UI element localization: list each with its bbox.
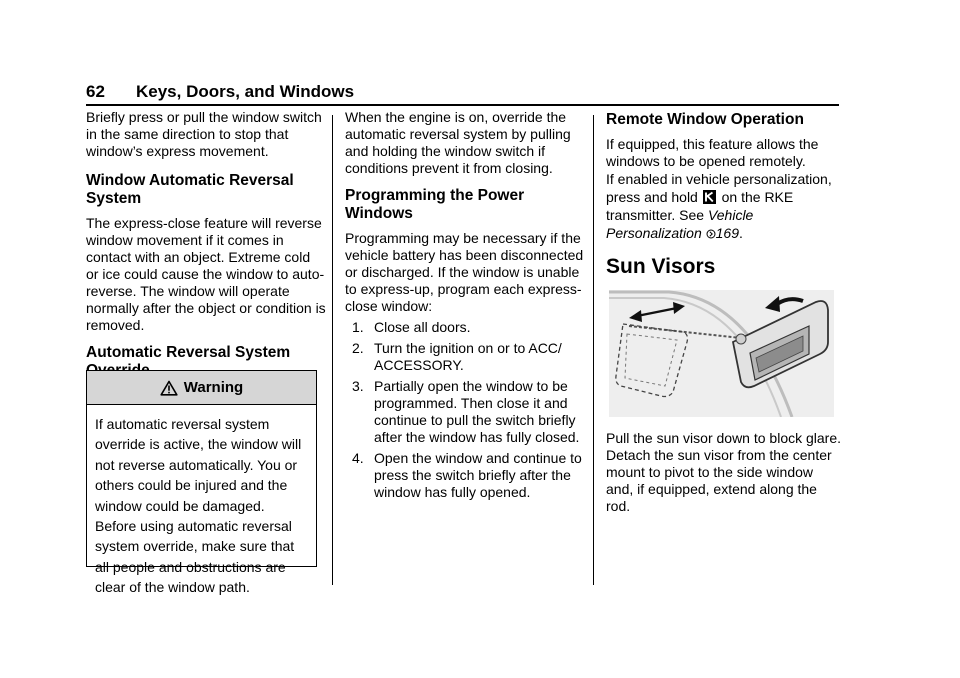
warning-triangle-icon — [160, 380, 178, 396]
list-item — [345, 340, 585, 374]
list-item — [345, 319, 585, 336]
page-reference-arrow-icon — [706, 229, 716, 239]
sun-visor-illustration — [609, 290, 834, 417]
step-text: Open the window and continue to press the switch briefly after the window has fully opened. — [374, 450, 582, 500]
column-3-bottom — [606, 430, 841, 515]
heading-remote-window: Remote Window Operation — [606, 111, 804, 128]
column-1 — [86, 109, 326, 380]
sun-visor-drawing — [609, 290, 834, 417]
paragraph-remote-2: If enabled in vehicle personalization, press and hold on the RKE transmitter. See Vehicle Personalization 169. — [606, 171, 832, 241]
key-fob-k-icon — [703, 190, 716, 204]
step-number: 3. — [352, 378, 364, 394]
step-number: 4. — [352, 450, 364, 466]
step-number: 2. — [352, 340, 364, 356]
vehicle-personalization-link[interactable]: Vehicle Personalization — [606, 207, 754, 241]
paragraph-window-reversal: The express-close feature will reverse window movement if it comes in contact with an object. Extreme cold or ice could cause the window to auto-reverse. The window will operate normally after the object or condition is removed. — [86, 215, 326, 333]
column-2 — [345, 109, 585, 501]
step-number: 1. — [352, 319, 364, 335]
page-number: 62 — [86, 82, 105, 101]
intro-paragraph: Briefly press or pull the window switch in the same direction to stop that window’s express movement. — [86, 109, 322, 159]
warning-title: Warning — [183, 379, 244, 396]
warning-text: If automatic reversal system override is active, the window will not reverse automatically. You or others could be injured and the window could be damaged. Before using automatic reversal system override, make sure that all people and obstructions are clear of the window path. — [95, 416, 302, 596]
heading-window-reversal: Window Automatic Reversal System — [86, 172, 294, 207]
section-title: Keys, Doors, and Windows — [136, 82, 355, 101]
warning-header — [87, 371, 316, 405]
page-header — [86, 82, 839, 106]
step-text: Close all doors. — [374, 319, 471, 335]
paragraph-override: When the engine is on, override the automatic reversal system by pulling and holding the window switch if conditions prevent it from closing. — [345, 109, 571, 176]
list-item — [345, 378, 585, 446]
heading-programming: Programming the Power Windows — [345, 187, 525, 222]
step-text: Turn the ignition on or to ACC/ ACCESSORY. — [374, 340, 562, 373]
link-page-number[interactable]: 169 — [715, 225, 739, 241]
list-item — [345, 450, 585, 501]
paragraph-programming: Programming may be necessary if the vehicle battery has been disconnected or discharged. If the window is unable to express-up, program each express-close window: — [345, 230, 584, 314]
step-text: Partially open the window to be programmed. Then close it and continue to pull the switch briefly after the window has fully closed. — [374, 378, 580, 445]
remote-text-b: on the RKE transmitter. See — [606, 189, 794, 223]
paragraph-remote-1: If equipped, this feature allows the windows to be opened remotely. — [606, 136, 819, 169]
column-divider-1 — [332, 115, 333, 585]
column-divider-2 — [593, 115, 594, 585]
heading-override: Automatic Reversal System — [86, 344, 291, 361]
warning-box — [86, 370, 317, 596]
programming-steps — [345, 319, 585, 501]
paragraph-sun-visors: Pull the sun visor down to block glare. Detach the sun visor from the center mount to pivot to the side window and, if equipped, extend along the rod. — [606, 430, 842, 514]
column-3 — [606, 111, 841, 279]
heading-sun-visors: Sun Visors — [606, 255, 716, 278]
remote-text-a: If enabled in vehicle personalization, press and hold — [606, 171, 832, 205]
